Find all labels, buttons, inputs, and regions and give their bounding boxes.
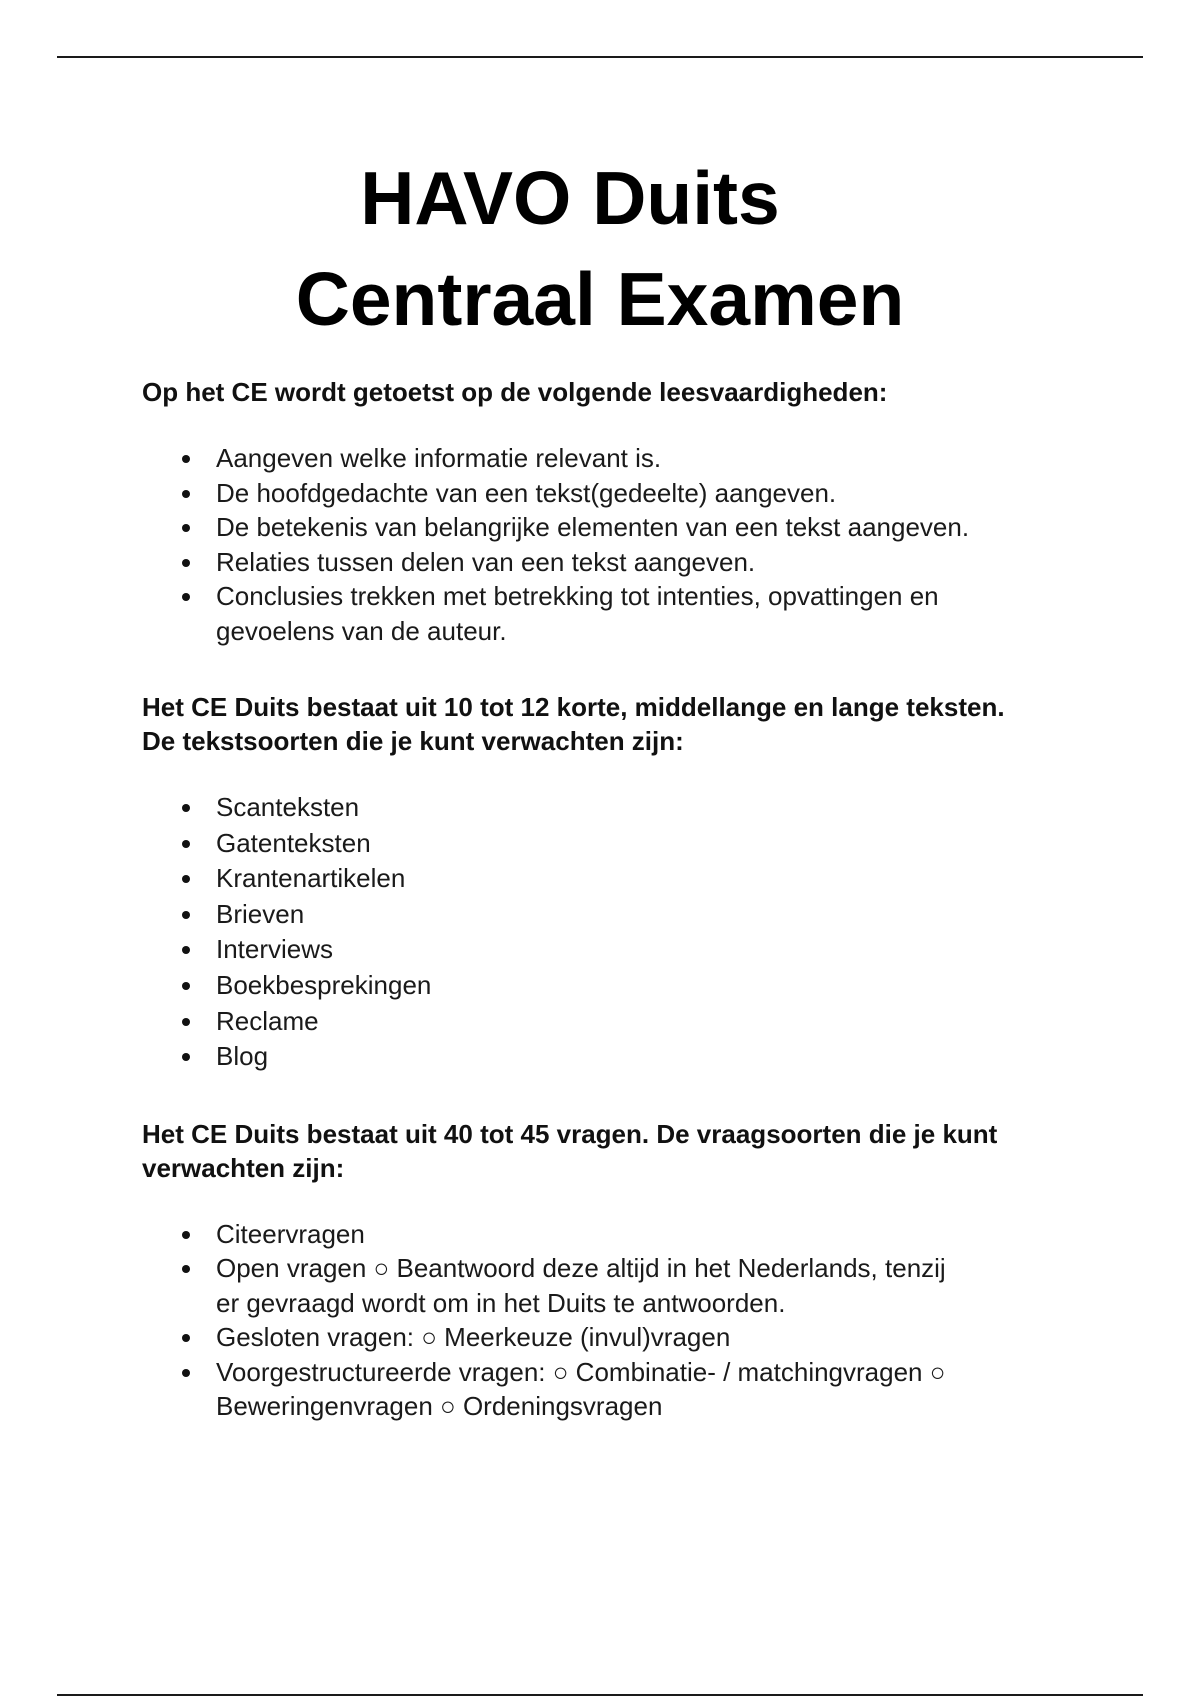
section-heading-question-types: Het CE Duits bestaat uit 40 tot 45 vragen. De vraagsoorten die je kunt verwachten zijn: (142, 1118, 998, 1183)
bullet-icon (182, 1231, 190, 1239)
list-item: Boekbesprekingen (142, 968, 1042, 1004)
list-item: Citeervragen (142, 1217, 956, 1252)
bullet-icon (182, 490, 190, 498)
list-item: Gatenteksten (142, 826, 1042, 862)
bullet-icon (182, 524, 190, 532)
list-item: Aangeven welke informatie relevant is. (142, 441, 1042, 476)
bullet-icon (182, 946, 190, 954)
bullet-icon (182, 593, 190, 601)
document-body (142, 375, 1042, 1466)
text-types-list (142, 790, 1042, 1075)
title-line-2: Centraal Examen (295, 257, 905, 341)
bullet-icon (182, 559, 190, 567)
bullet-icon (182, 1334, 190, 1342)
list-item: Open vragen ○ Beantwoord deze altijd in het Nederlands, tenzij er gevraagd wordt om in het Duits te antwoorden. (142, 1251, 956, 1320)
list-item: Blog (142, 1039, 1042, 1075)
list-item: Krantenartikelen (142, 861, 1042, 897)
section-heading-skills: Op het CE wordt getoetst op de volgende leesvaardigheden: (142, 377, 888, 407)
top-rule (57, 56, 1143, 58)
bullet-icon (182, 455, 190, 463)
bullet-icon (182, 1369, 190, 1377)
question-types-list (142, 1217, 1042, 1424)
list-item: Reclame (142, 1004, 1042, 1040)
bullet-icon (182, 1018, 190, 1026)
list-item: De hoofdgedachte van een tekst(gedeelte) aangeven. (142, 476, 1042, 511)
bottom-rule (57, 1694, 1143, 1696)
skills-list (142, 441, 1042, 648)
bullet-icon (182, 1053, 190, 1061)
bullet-icon (182, 840, 190, 848)
list-item: Brieven (142, 897, 1042, 933)
title-line-1: HAVO Duits (360, 156, 780, 240)
page-title (0, 148, 1200, 350)
bullet-icon (182, 911, 190, 919)
bullet-icon (182, 804, 190, 812)
list-item: Scanteksten (142, 790, 1042, 826)
bullet-icon (182, 875, 190, 883)
bullet-icon (182, 982, 190, 990)
list-item: Conclusies trekken met betrekking tot intenties, opvattingen en gevoelens van de auteur. (142, 579, 1042, 648)
list-item: Interviews (142, 932, 1042, 968)
list-item: De betekenis van belangrijke elementen van een tekst aangeven. (142, 510, 1042, 545)
list-item: Voorgestructureerde vragen: ○ Combinatie- / matchingvragen ○ Beweringenvragen ○ Ordeningsvragen (142, 1355, 956, 1424)
bullet-icon (182, 1265, 190, 1273)
section-heading-text-types: Het CE Duits bestaat uit 10 tot 12 korte, middellange en lange teksten. De tekstsoorten die je kunt verwachten zijn: (142, 692, 1005, 756)
list-item: Gesloten vragen: ○ Meerkeuze (invul)vragen (142, 1320, 956, 1355)
list-item: Relaties tussen delen van een tekst aangeven. (142, 545, 1042, 580)
